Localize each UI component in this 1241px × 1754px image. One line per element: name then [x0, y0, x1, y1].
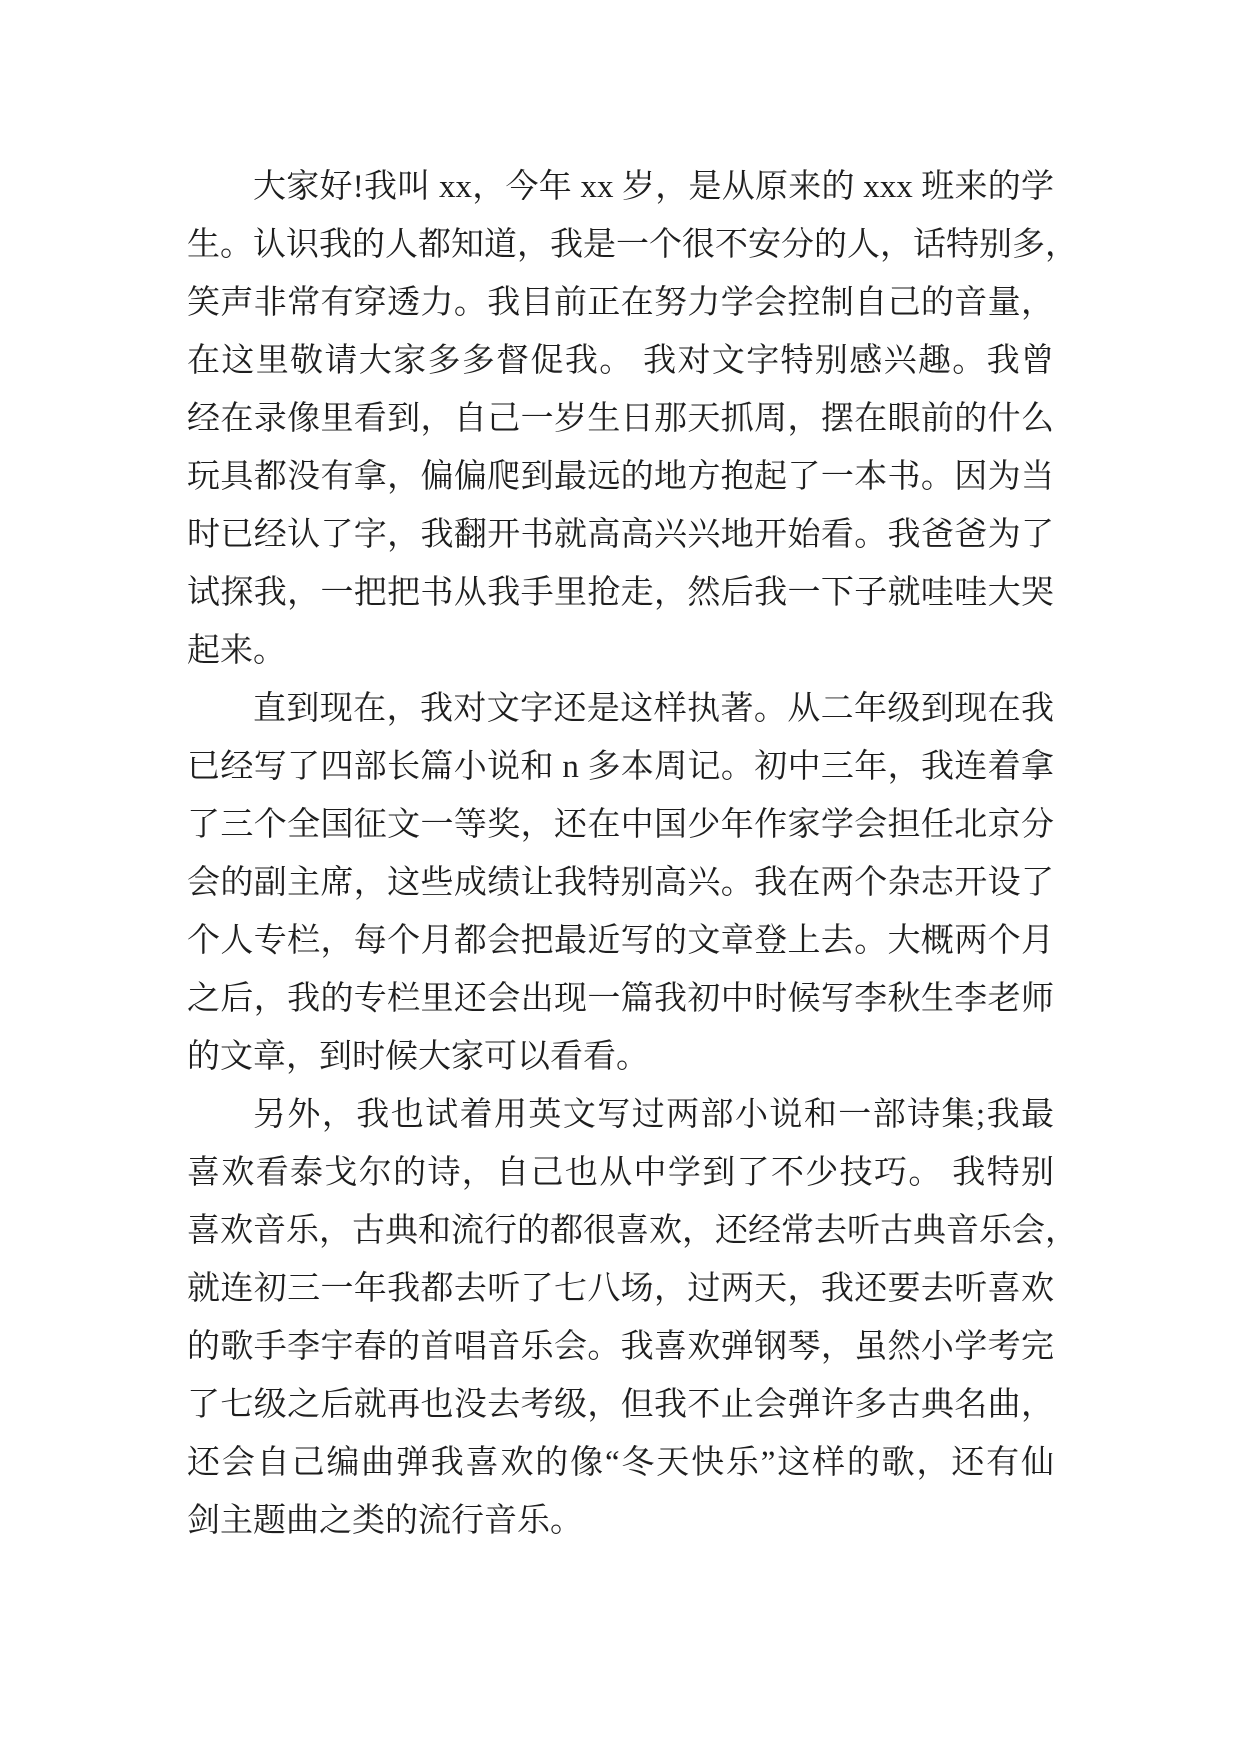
text-line: 剑主题曲之类的流行音乐。	[187, 1503, 583, 1539]
text-line: 在这里敬请大家多多督促我。 我对文字特别感兴趣。我曾	[187, 343, 1054, 379]
text-line: 了七级之后就再也没去考级，但我不止会弹许多古典名曲，	[187, 1387, 1054, 1423]
paragraph	[187, 1086, 1078, 1550]
text-line: 经在录像里看到，自己一岁生日那天抓周，摆在眼前的什么	[187, 401, 1054, 437]
text-line: 另外，我也试着用英文写过两部小说和一部诗集;我最	[253, 1097, 1054, 1133]
text-line: 生。认识我的人都知道，我是一个很不安分的人，话特别多，	[187, 227, 1078, 263]
text-line: 笑声非常有穿透力。我目前正在努力学会控制自己的音量，	[187, 285, 1054, 321]
text-line: 已经写了四部长篇小说和 n 多本周记。初中三年，我连着拿	[187, 749, 1054, 785]
text-line: 就连初三一年我都去听了七八场，过两天，我还要去听喜欢	[187, 1271, 1054, 1307]
text-line: 的文章，到时候大家可以看看。	[187, 1039, 649, 1075]
paragraph	[187, 158, 1078, 680]
paragraph	[187, 680, 1054, 1086]
text-line: 大家好!我叫 xx，今年 xx 岁，是从原来的 xxx 班来的学	[253, 169, 1054, 205]
text-line: 玩具都没有拿，偏偏爬到最远的地方抱起了一本书。因为当	[187, 459, 1054, 495]
text-line: 之后，我的专栏里还会出现一篇我初中时候写李秋生李老师	[187, 981, 1054, 1017]
text-line: 的歌手李宇春的首唱音乐会。我喜欢弹钢琴，虽然小学考完	[187, 1329, 1054, 1365]
text-line: 喜欢音乐，古典和流行的都很喜欢，还经常去听古典音乐会，	[187, 1213, 1078, 1249]
text-line: 还会自己编曲弹我喜欢的像“冬天快乐”这样的歌，还有仙	[187, 1445, 1054, 1481]
document-body	[187, 158, 1078, 1550]
text-line: 了三个全国征文一等奖，还在中国少年作家学会担任北京分	[187, 807, 1054, 843]
text-line: 直到现在，我对文字还是这样执著。从二年级到现在我	[253, 691, 1054, 727]
text-line: 会的副主席，这些成绩让我特别高兴。我在两个杂志开设了	[187, 865, 1054, 901]
text-line: 试探我，一把把书从我手里抢走，然后我一下子就哇哇大哭	[187, 575, 1054, 611]
text-line: 喜欢看泰戈尔的诗，自己也从中学到了不少技巧。 我特别	[187, 1155, 1054, 1191]
text-line: 时已经认了字，我翻开书就高高兴兴地开始看。我爸爸为了	[187, 517, 1054, 553]
text-line: 起来。	[187, 633, 286, 669]
text-line: 个人专栏，每个月都会把最近写的文章登上去。大概两个月	[187, 923, 1054, 959]
